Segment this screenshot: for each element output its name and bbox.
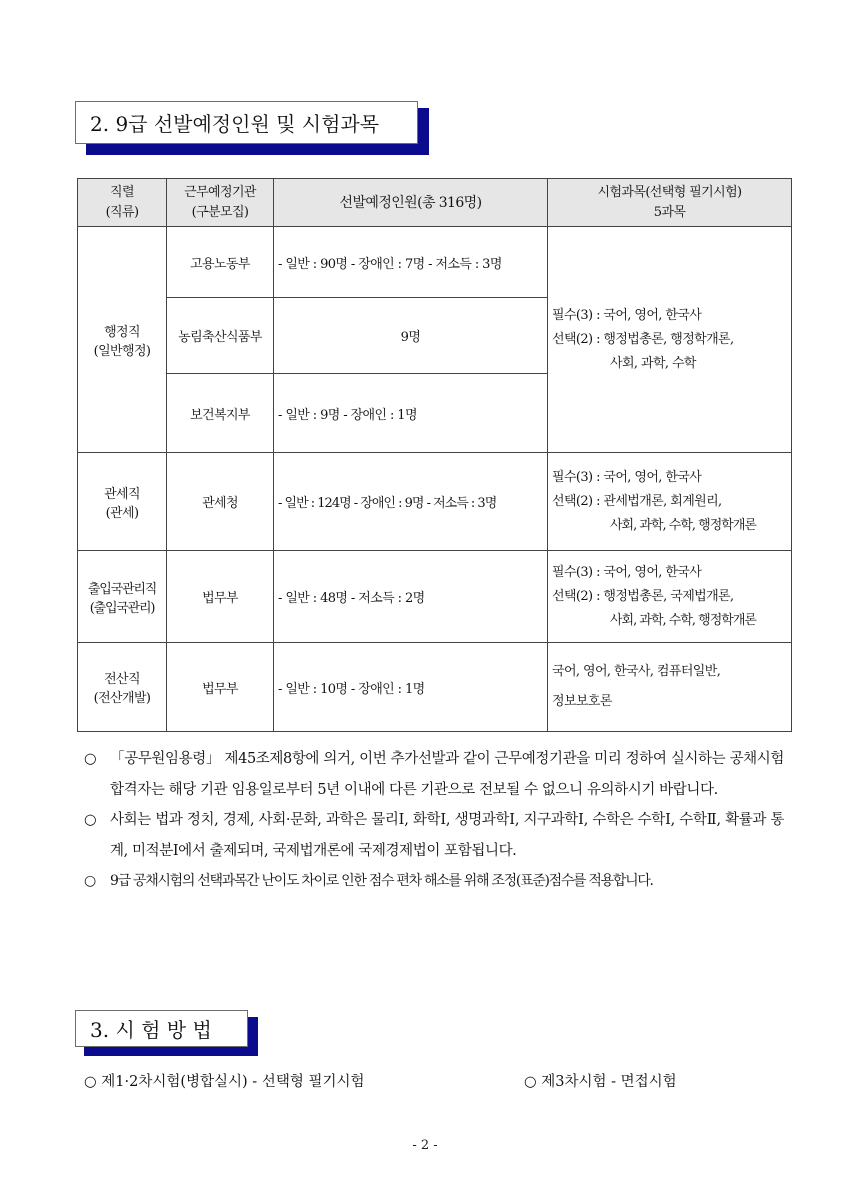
note-text: 9급 공채시험의 선택과목간 난이도 차이로 인한 점수 편차 해소를 위해 조정(표준)점수를 적용합니다.	[110, 873, 653, 889]
header-job: 직렬 (직류)	[78, 179, 167, 227]
cell-subjects-computer: 국어, 영어, 한국사, 컴퓨터일반, 정보보호론	[548, 643, 792, 732]
bullet-icon: ○	[84, 812, 97, 828]
cell-count: - 일반 : 48명 - 저소득 : 2명	[274, 551, 548, 643]
cell-job-computer: 전산직 (전산개발)	[78, 643, 167, 732]
table-row	[78, 227, 792, 298]
section2-title	[75, 101, 418, 144]
bullet-icon: ○	[84, 751, 97, 767]
cell-subjects-admin: 필수(3) : 국어, 영어, 한국사 선택(2) : 행정법총론, 행정학개론, 사회, 과학, 수학	[548, 227, 792, 453]
section2-title-text: 2. 9급 선발예정인원 및 시험과목	[90, 112, 380, 136]
cell-agency: 보건복지부	[167, 374, 274, 453]
selection-table	[77, 178, 792, 732]
cell-count: - 일반 : 90명 - 장애인 : 7명 - 저소득 : 3명	[274, 227, 548, 298]
cell-count: - 일반 : 124명 - 장애인 : 9명 - 저소득 : 3명	[274, 453, 548, 551]
cell-job-immigration: 출입국관리직 (출입국관리)	[78, 551, 167, 643]
table-row	[78, 551, 792, 643]
method-item: ○ 제3차시험 - 면접시험	[524, 1074, 677, 1090]
header-subjects: 시험과목(선택형 필기시험) 5과목	[548, 179, 792, 227]
note-item	[84, 866, 784, 897]
table-header-row	[78, 179, 792, 227]
cell-subjects-immigration: 필수(3) : 국어, 영어, 한국사 선택(2) : 행정법총론, 국제법개론, 사회, 과학, 수학, 행정학개론	[548, 551, 792, 643]
cell-count: - 일반 : 10명 - 장애인 : 1명	[274, 643, 548, 732]
page-number: - 2 -	[412, 1138, 438, 1153]
cell-subjects-customs: 필수(3) : 국어, 영어, 한국사 선택(2) : 관세법개론, 회계원리, 사회, 과학, 수학, 행정학개론	[548, 453, 792, 551]
notes	[84, 744, 784, 897]
section3-title	[75, 1010, 248, 1047]
table-row	[78, 643, 792, 732]
table-row	[78, 453, 792, 551]
cell-agency: 법무부	[167, 643, 274, 732]
section2-title-shadow-bottom	[86, 144, 429, 155]
cell-count: 9명	[274, 298, 548, 374]
bullet-icon: ○	[84, 873, 95, 889]
note-text: 사회는 법과 정치, 경제, 사회·문화, 과학은 물리Ⅰ, 화학Ⅰ, 생명과학Ⅰ, 지구과학Ⅰ, 수학은 수학Ⅰ, 수학Ⅱ, 확률과 통계, 미적분Ⅰ에서 출제되며, 국제법개론에 국제경제법이 포함됩니다.	[110, 812, 784, 859]
cell-job-customs: 관세직 (관세)	[78, 453, 167, 551]
header-agency: 근무예정기관 (구분모집)	[167, 179, 274, 227]
section3-title-text: 3. 시 험 방 법	[90, 1018, 212, 1042]
note-item	[84, 805, 784, 866]
note-item	[84, 744, 784, 805]
header-count: 선발예정인원(총 316명)	[274, 179, 548, 227]
cell-agency: 고용노동부	[167, 227, 274, 298]
note-text: 「공무원임용령」 제45조제8항에 의거, 이번 추가선발과 같이 근무예정기관을 미리 정하여 실시하는 공채시험 합격자는 해당 기관 임용일로부터 5년 이내에 다른 기관으로 전보될 수 없으니 유의하시기 바랍니다.	[110, 751, 784, 798]
cell-agency: 법무부	[167, 551, 274, 643]
method-item: ○ 제1·2차시험(병합실시) - 선택형 필기시험	[84, 1074, 365, 1090]
cell-agency: 농림축산식품부	[167, 298, 274, 374]
section3-title-shadow-bottom	[84, 1047, 258, 1056]
cell-count: - 일반 : 9명 - 장애인 : 1명	[274, 374, 548, 453]
cell-agency: 관세청	[167, 453, 274, 551]
cell-job-admin: 행정직 (일반행정)	[78, 227, 167, 453]
